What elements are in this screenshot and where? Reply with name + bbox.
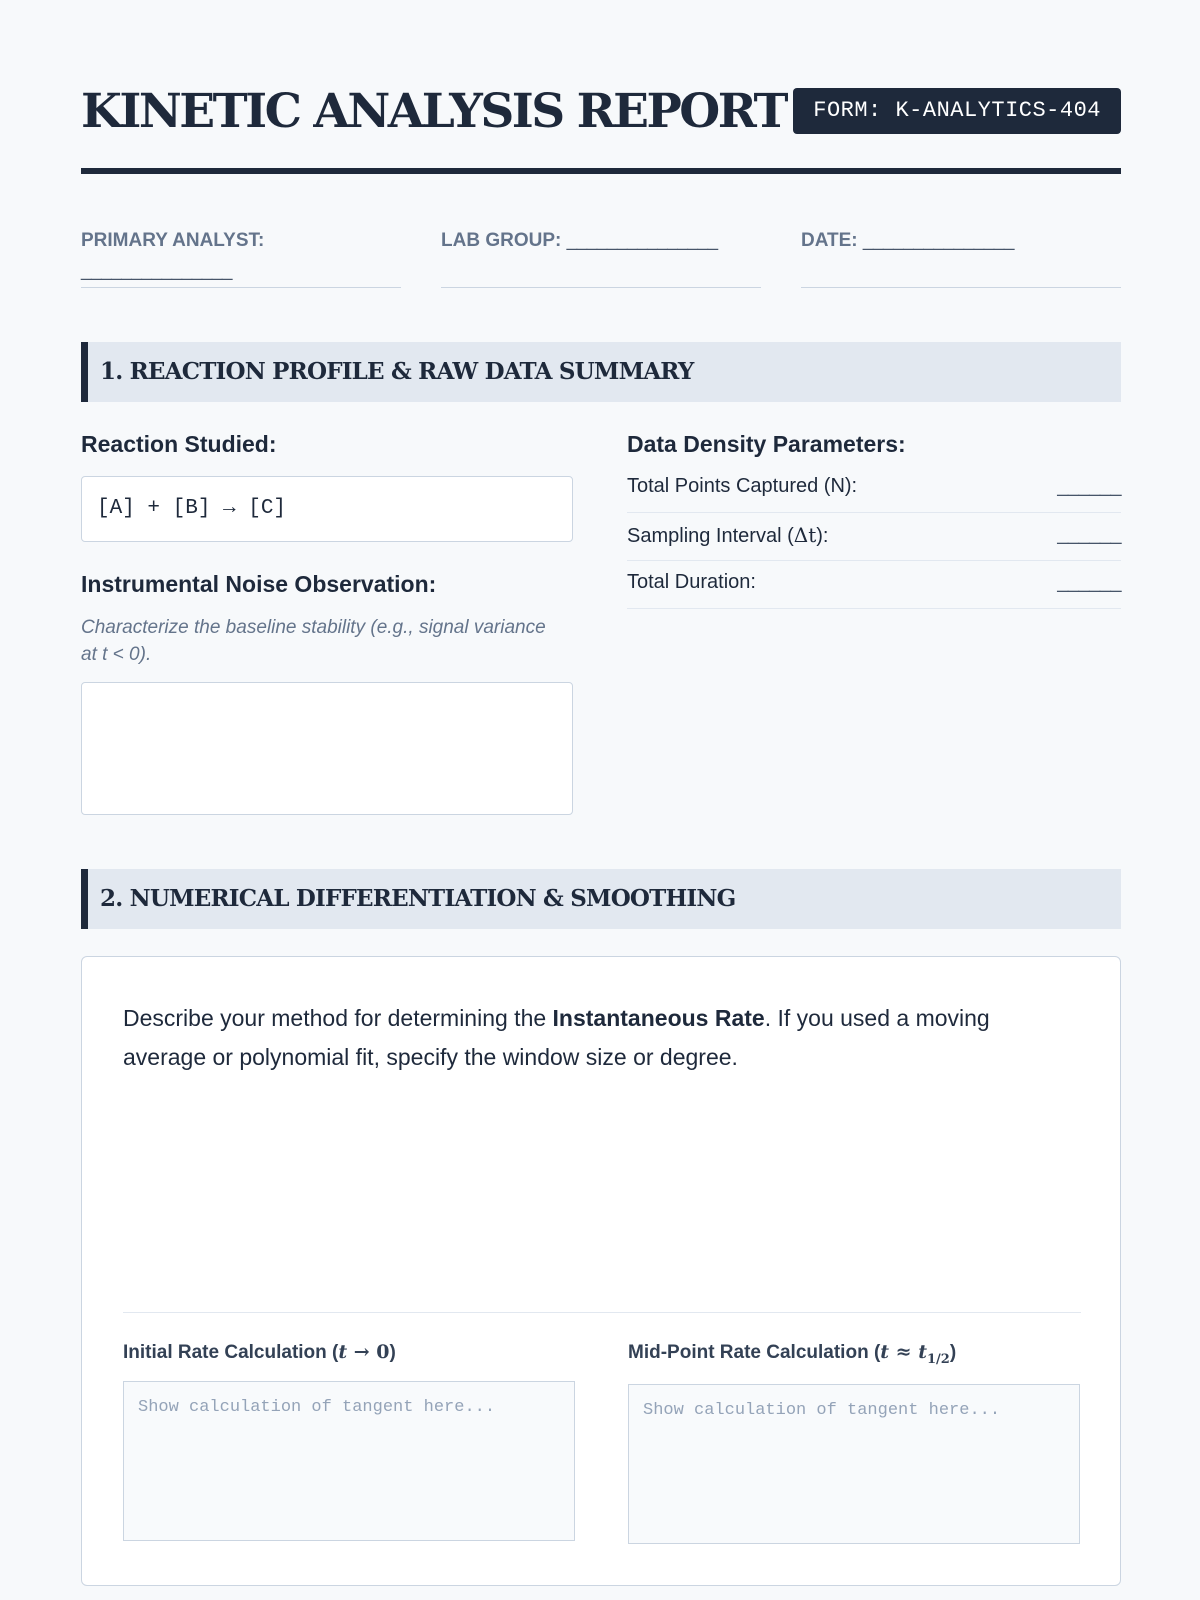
section-1-heading: 1. REACTION PROFILE & RAW DATA SUMMARY: [81, 342, 1121, 402]
param-label: Sampling Interval (Δt):: [627, 523, 829, 547]
date-label: DATE:: [801, 230, 858, 251]
param-label: Total Duration:: [627, 571, 756, 593]
noise-observation-field[interactable]: [81, 682, 573, 815]
param-row-total-duration: [627, 561, 1121, 609]
lab-group-label: LAB GROUP:: [441, 230, 562, 251]
reaction-label: Reaction Studied:: [81, 431, 277, 457]
data-density-label: Data Density Parameters:: [627, 431, 906, 457]
param-blank[interactable]: ______: [1057, 571, 1121, 593]
midpoint-rate-label: Mid-Point Rate Calculation $(t \approx t_{1/2})$: [628, 1341, 957, 1367]
reaction-field[interactable]: [A] + [B] → [C]: [81, 476, 573, 542]
differentiation-card[interactable]: [81, 956, 1121, 1586]
date-field[interactable]: [801, 226, 1121, 288]
analyst-blank: _______________: [81, 260, 233, 281]
section-2-heading: 2. NUMERICAL DIFFERENTIATION & SMOOTHING: [81, 869, 1121, 929]
lab-group-field[interactable]: [441, 226, 761, 288]
instantaneous-rate-term: Instantaneous Rate: [552, 1005, 765, 1031]
report-title: KINETIC ANALYSIS REPORT: [81, 84, 786, 139]
initial-rate-calc-box[interactable]: Show calculation of tangent here...: [123, 1381, 575, 1541]
param-blank[interactable]: ______: [1057, 475, 1121, 497]
midpoint-rate-calc-box[interactable]: Show calculation of tangent here...: [628, 1384, 1080, 1544]
param-label: Total Points Captured (N):: [627, 475, 858, 497]
initial-rate-label: Initial Rate Calculation (t → 0): [123, 1341, 396, 1363]
param-blank[interactable]: ______: [1057, 523, 1121, 545]
analyst-field[interactable]: [81, 226, 401, 288]
delta-t-math: Δt: [793, 523, 817, 547]
method-instructions: Describe your method for determining the Instantaneous Rate. If you used a moving average or polynomial fit, specify the window size or degree.: [123, 1005, 990, 1070]
lab-group-blank: _______________: [566, 230, 718, 251]
param-row-total-points: [627, 465, 1121, 513]
date-blank: _______________: [862, 230, 1014, 251]
report-header: [81, 80, 1121, 174]
card-divider: [123, 1312, 1081, 1313]
noise-hint: Characterize the baseline stability (e.g., signal variance at t < 0).: [81, 617, 546, 665]
analyst-label: PRIMARY ANALYST:: [81, 230, 265, 251]
noise-label: Instrumental Noise Observation:: [81, 571, 437, 597]
form-id-badge: FORM: K-ANALYTICS-404: [793, 88, 1121, 134]
param-row-sampling-interval: [627, 513, 1121, 561]
